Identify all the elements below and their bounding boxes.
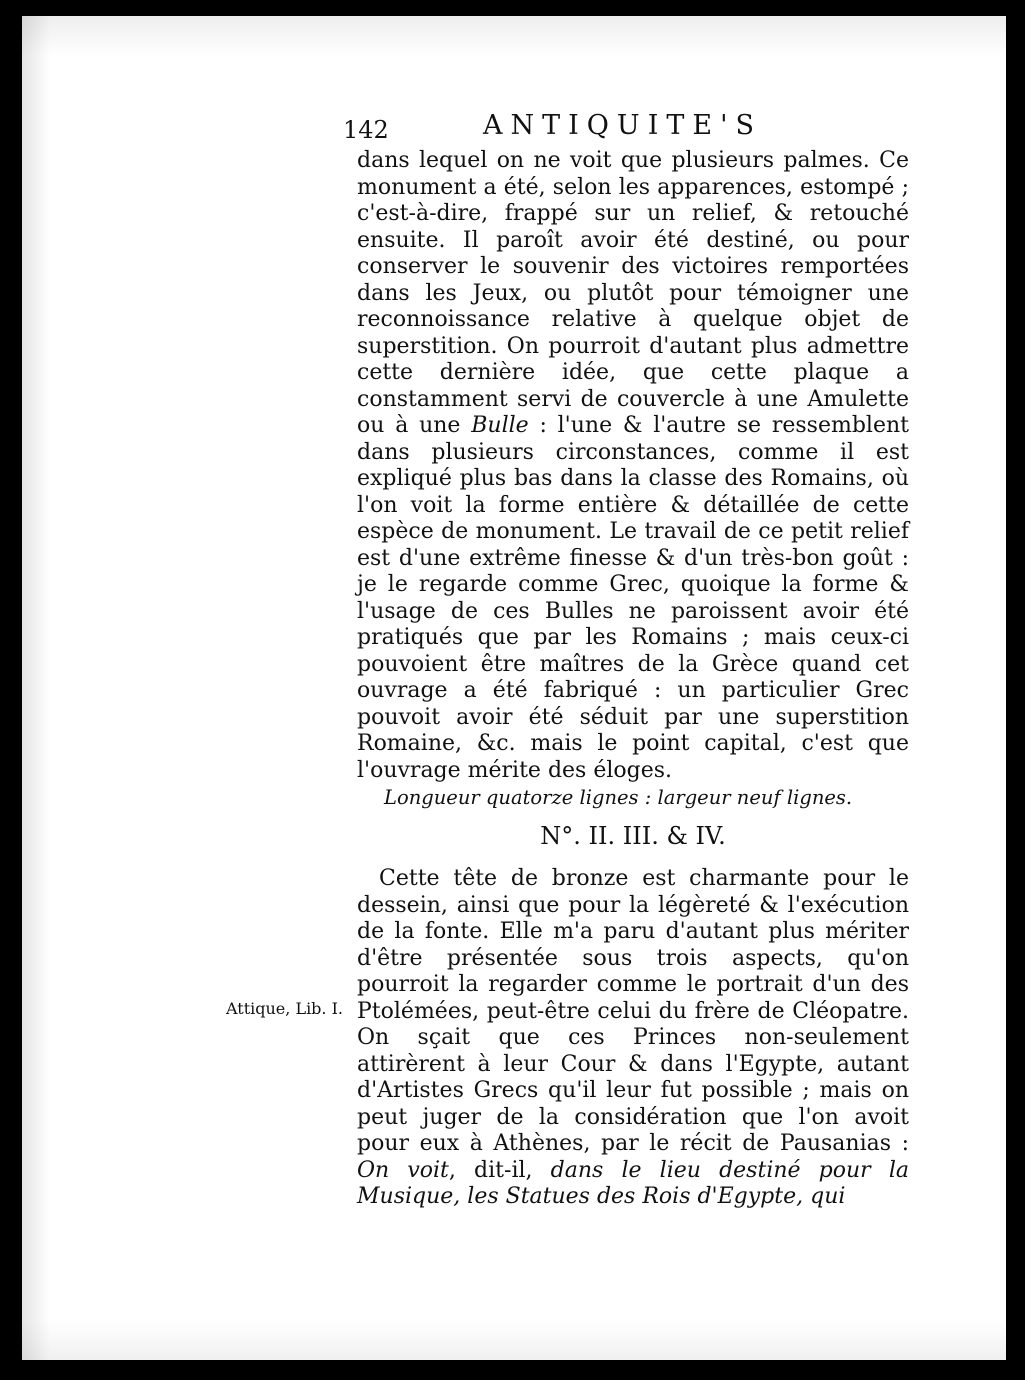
section-title: N°. II. III. & IV.: [540, 821, 726, 850]
scan-edge-top: [22, 16, 1006, 56]
paragraph-1: [357, 148, 909, 784]
paragraph-1-text: dans lequel on ne voit que plusieurs palmes. Ce monument a été, selon les apparences, estompé ; c'est-à-dire, frappé sur un relief, & retouché ensuite. Il paroît avoir été destiné, ou pour conserver le souvenir des victoires remportées dans les Jeux, ou plutôt pour témoigner une reconnoissance relative à quelque objet de superstition. On pourroit d'autant plus admettre cette dernière idée, que cette plaque a constamment servi de couvercle à une Amulette ou à une: [357, 148, 909, 438]
page-header: [343, 110, 908, 144]
paragraph-1-italic: Bulle: [471, 413, 529, 438]
paragraph-2: [357, 866, 909, 1211]
paragraph-2-text: Cette tête de bronze est charmante pour le dessein, ainsi que pour la légèreté & l'exécution de la fonte. Elle m'a paru d'autant plus mériter d'être présentée sous trois aspects, qu'on pourroit la regarder comme le portrait d'un des Ptolémées, peut-être celui du frère de Cléopatre. On sçait que ces Princes non-seulement attirèrent à leur Cour & dans l'Egypte, autant d'Artistes Grecs qu'il leur fut possible ; mais on peut juger de la considération que l'on avoit pour eux à Athènes, par le récit de Pausanias :: [357, 866, 909, 1156]
body-text: [357, 148, 909, 1211]
page-number: 142: [343, 116, 389, 144]
paragraph-1-continuation: : l'une & l'autre se ressemblent dans plusieurs circonstances, comme il est expliqué plus bas dans la classe des Romains, où l'on voit la forme entière & détaillée de cette espèce de monument. Le travail de ce petit relief est d'une extrême finesse & d'un très-bon goût : je le regarde comme Grec, quoique la forme & l'usage de ces Bulles ne paroissent avoir été pratiqués que par les Romains ; mais ceux-ci pouvoient être maîtres de la Grèce quand cet ouvrage a été fabriqué : un particulier Grec pouvoit avoir été séduit par une superstition Romaine, &c. mais le point capital, c'est que l'ouvrage mérite des éloges.: [357, 413, 909, 783]
margin-note: Attique, Lib. I.: [226, 999, 343, 1018]
paragraph-2-italic-2: dans le lieu destiné pour la Musique, les Statues des Rois d'Egypte, qui: [357, 1157, 909, 1209]
running-head: ANTIQUITE'S: [483, 110, 762, 141]
paragraph-2-italic: On voit: [357, 1157, 449, 1183]
measurement-line: Longueur quatorze lignes : largeur neuf lignes.: [384, 786, 853, 809]
scan-edge-left: [22, 16, 50, 1360]
scan-edge-bottom: [22, 1320, 1006, 1360]
paragraph-2-mid: , dit-il,: [448, 1157, 533, 1183]
